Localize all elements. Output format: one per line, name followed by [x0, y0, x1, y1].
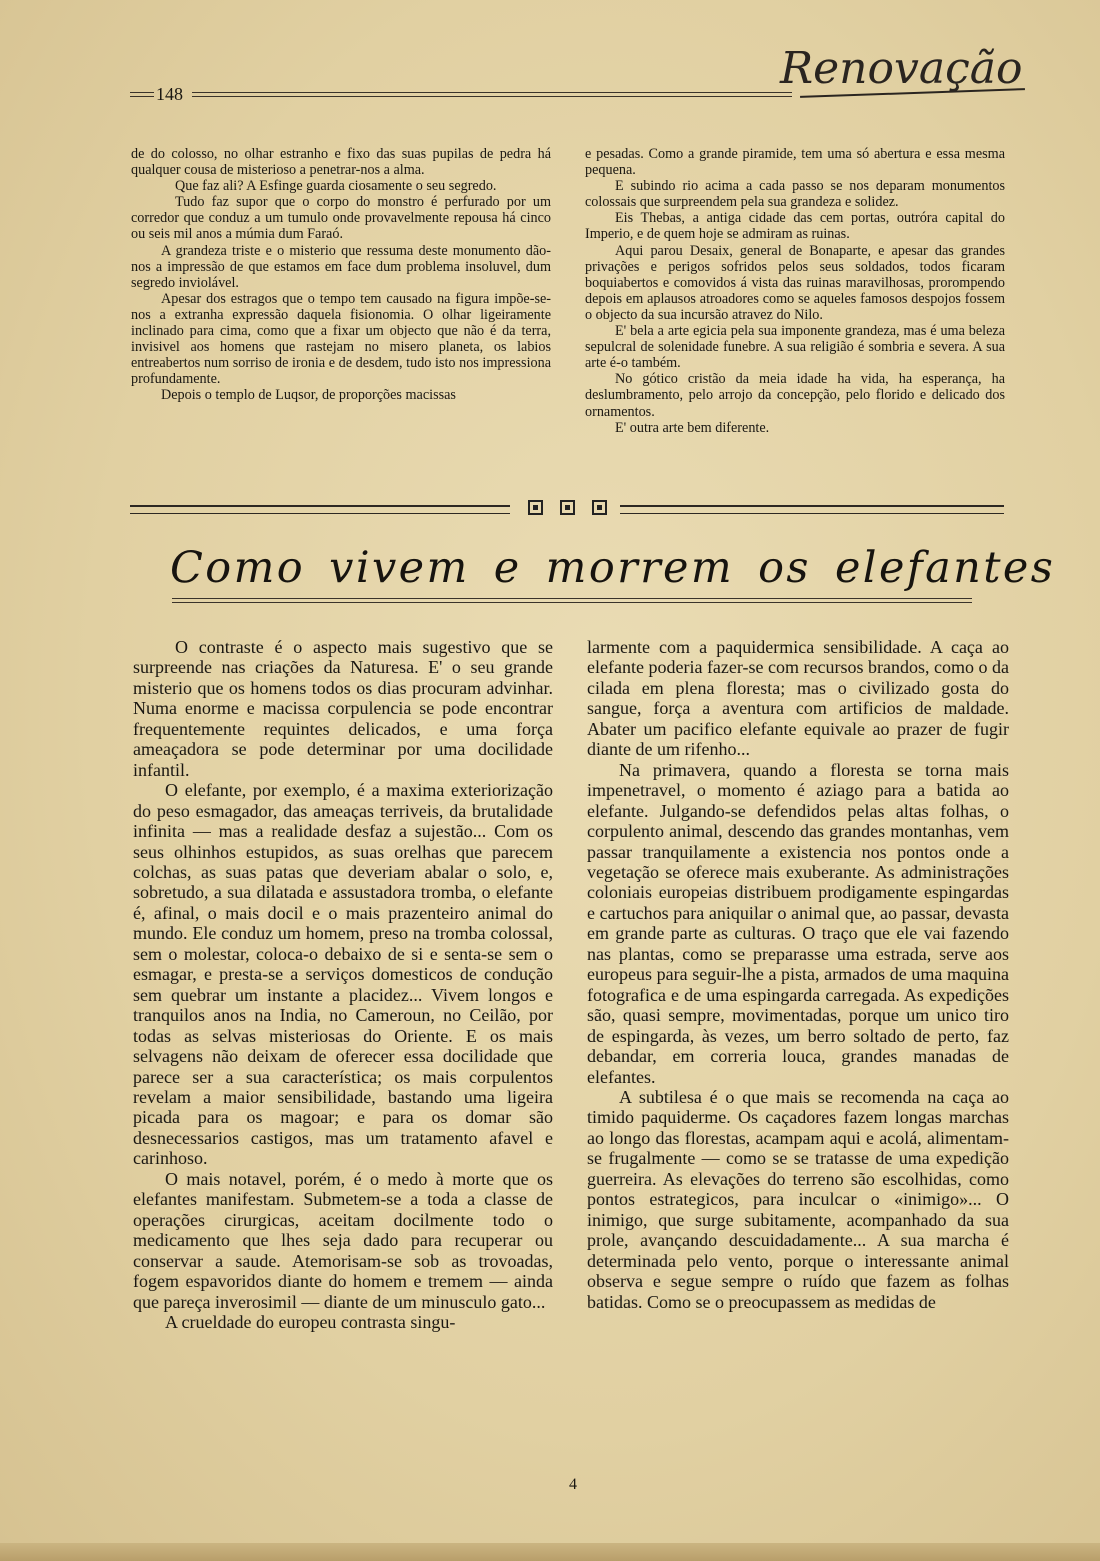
paragraph: Depois o templo de Luqsor, de proporções macissas	[161, 387, 456, 404]
paragraph: A subtilesa é o que mais se recomenda na caça ao timido paquiderme. Os caçadores fazem longas marchas ao longo das florestas, acampam aqui e acolá, alimentam-se frugalmente — como se se tratasse de uma expedição guerreira. As elevações do terreno são escolhidas, como pontos estrategicos, para inculcar o «inimigo»... O inimigo, que surge subitamente, acompanhado da sua prole, avançando descuidadamente... A sua marcha é determinada pelo vento, porque o interessante animal observa e segue sempre o ruído que fazem as folhas batidas. Como se o preocupassem as medidas de	[587, 1086, 1009, 1312]
article-left-column	[133, 637, 553, 1332]
paragraph: No gótico cristão da meia idade ha vida, ha esperança, ha deslumbramento, pelo arrojo da concepção, pelo florido e delicado dos ornamentos.	[585, 371, 1005, 420]
page-edge-shadow	[0, 1543, 1100, 1561]
title-underline	[172, 598, 972, 603]
previous-article-left-column	[131, 146, 551, 404]
paragraph: A grandeza triste e o misterio que ressuma deste monumento dão-nos a impressão de que estamos em face dum problema insoluvel, dum segredo inviolável.	[131, 242, 551, 291]
paragraph: Eis Thebas, a antiga cidade das cem portas, outróra capital do Imperio, e de quem hoje se admiram as ruinas.	[585, 210, 1005, 243]
paragraph: Que faz ali? A Esfinge guarda ciosamente o seu segredo.	[175, 178, 497, 195]
paragraph: Apesar dos estragos que o tempo tem causado na figura impõe-se-nos a extranha expressão daquela fisionomia. O olhar ligeiramente inclinado para cima, como que a fixar um objecto que não é da terra, invisivel aos homens que rastejam no misero planeta, os labios entreabertos num sorriso de ironia e de desdem, tudo isto nos impressiona profundamente.	[131, 290, 551, 388]
paragraph: Aqui parou Desaix, general de Bonaparte, e apesar das grandes privações e perigos sofridos pelos seus soldados, todos ficaram boquiabertos e comovidos á vista das ruinas maravilhosas, prorompendo depois em aplausos atroadores como se aqueles famosos despojos fossem o objecto da sua incursão atravez do Nilo.	[585, 242, 1005, 323]
page-number: 148	[156, 84, 183, 104]
paragraph: de do colosso, no olhar estranho e fixo das suas pupilas de pedra há qualquer cousa de misterioso a penetrar-nos a alma.	[131, 146, 551, 179]
square-ornament-icon	[560, 500, 575, 515]
paragraph: E' outra arte bem diferente.	[615, 419, 770, 436]
square-ornament-icon	[528, 500, 543, 515]
paragraph: O elefante, por exemplo, é a maxima exteriorização do peso esmagador, das ameaças terriveis, da brutalidade infinita — mas a realidade desfaz a sujestão... Com os seus olhinhos estupidos, as suas orelhas que parecem colchas, as suas patas que deveriam abalar o solo, e, sobretudo, a sua dilatada e assustadora tromba, o elefante é, afinal, o mais docil e o mais prazenteiro animal do mundo. Ele conduz um homem, preso na tromba colossal, sem o molestar, coloca-o debaixo de si e senta-se sem o esmagar, e presta-se a serviços domesticos de condução sem quebrar um instante a placidez... Vivem longos e tranquilos anos na India, no Cameroun, no Ceilão, por todas as selvas misteriosas do Oriente. E os mais selvagens não deixam de oferecer essa docilidade que parece ser a sua característica; os mais corpulentos revelam a maior sensibilidade, bastando uma ligeira picada para os magoar; e para os domar são desnecessarios castigos, mas um tratamento afavel e carinhoso.	[133, 780, 553, 1169]
paragraph: A crueldade do europeu contrasta singu-	[165, 1311, 456, 1332]
previous-article-right-column	[585, 146, 1005, 436]
magazine-logo: Renovação	[780, 43, 1023, 94]
paragraph: e pesadas. Como a grande piramide, tem uma só abertura e essa mesma pequena.	[585, 146, 1005, 179]
paragraph: O mais notavel, porém, é o medo à morte que os elefantes manifestam. Submetem-se a toda a classe de operações cirurgicas, aceitam docilmente todo o medicamento que lhes seja dado para recuperar ou conservar a saude. Atemorisam-se sob as trovoadas, fogem espavoridos diante do homem e tremem — ainda que pareça inverosimil — diante de um minusculo gato...	[133, 1168, 553, 1312]
article-title: Como vivem e morrem os elefantes	[170, 543, 1056, 593]
paragraph: Tudo faz supor que o corpo do monstro é perfurado por um corredor que conduz a um tumulo onde provavelmente repousa há cinco ou seis mil anos a múmia dum Faraó.	[131, 194, 551, 243]
separator-rule-right	[620, 505, 1004, 514]
paragraph: O contraste é o aspecto mais sugestivo que se surpreende nas criações da Naturesa. E' o seu grande misterio que os homens todos os dias procuram advinhar. Numa enorme e macissa corpulencia se pode encontrar frequentemente requintes delicados, e uma força ameaçadora se pode determinar por uma docilidade infantil.	[133, 637, 553, 780]
square-ornament-icon	[592, 500, 607, 515]
folio-number: 4	[569, 1476, 577, 1493]
paragraph: E' bela a arte egicia pela sua imponente grandeza, mas é uma beleza sepulcral de solenidade funebre. A sua religião é sombria e severa. A sua arte é-o também.	[585, 323, 1005, 372]
paragraph: Na primavera, quando a floresta se torna mais impenetravel, o momento é aziago para a batida ao elefante. Julgando-se defendidos pelas altas folhas, o corpulento animal, descendo das grandes montanhas, vem passar tranquilamente a existencia nos pontos onde a vegetação se oferece mais exuberante. As administrações coloniais europeias distribuem prodigamente espingardas e cartuchos para aniquilar o animal que, ao passar, devasta em grande parte as culturas. O traço que ele vai fazendo nas plantas, como se preparasse uma estrada, serve aos europeus para seguir-lhe a pista, armados de uma maquina fotografica e de uma espingarda carregada. As expedições são, quasi sempre, movimentadas, porque um unico tiro de espingarda, às vezes, um berro soltado de perto, faz debandar, em correria louca, grandes manadas de elefantes.	[587, 759, 1009, 1087]
paragraph: larmente com a paquidermica sensibilidade. A caça ao elefante poderia fazer-se com recursos brandos, como o da cilada em plena floresta; mas o civilizado gosta do sangue, força a aventura com artificios de maldade. Abater um pacifico elefante equivale ao prazer de fugir diante de um rifenho...	[587, 637, 1009, 760]
article-right-column	[587, 637, 1009, 1312]
paragraph: E subindo rio acima a cada passo se nos deparam monumentos colossais que surpreendem pela sua grandeza e solidez.	[585, 178, 1005, 211]
header-rule-right	[192, 92, 792, 97]
header-rule-left	[130, 92, 154, 97]
separator-rule-left	[130, 505, 510, 514]
